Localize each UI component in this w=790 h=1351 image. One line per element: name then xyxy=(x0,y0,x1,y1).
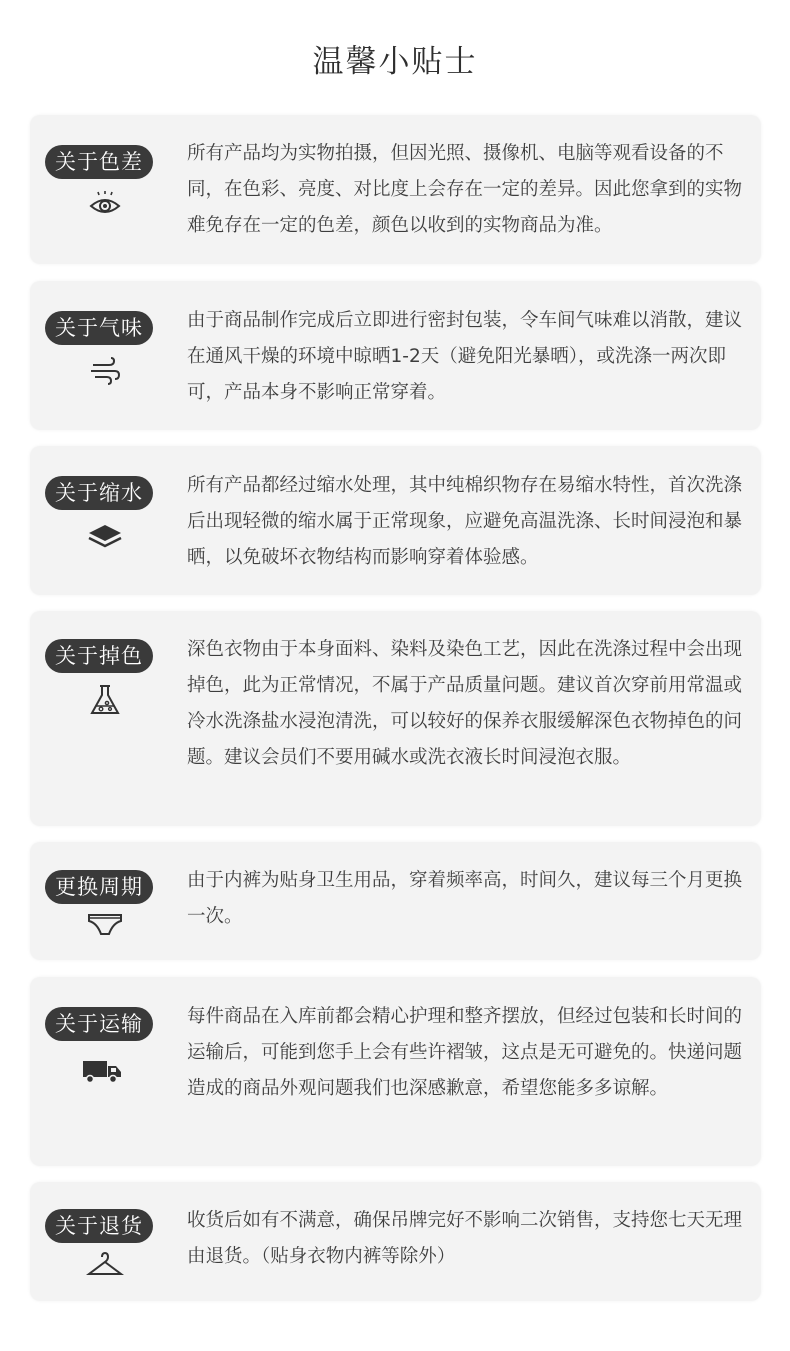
card-shrinkage xyxy=(30,446,761,595)
truck-icon xyxy=(82,1055,122,1087)
badge-shipping: 关于运输 xyxy=(45,1007,153,1041)
badge-returns: 关于退货 xyxy=(45,1209,153,1243)
layers-icon xyxy=(85,520,125,552)
badge-fading: 关于掉色 xyxy=(45,639,153,673)
card-shipping xyxy=(30,977,761,1166)
eye-icon xyxy=(85,189,125,221)
card-smell xyxy=(30,281,761,430)
badge-color-difference: 关于色差 xyxy=(45,145,153,179)
wind-icon xyxy=(85,355,125,387)
card-fading xyxy=(30,611,761,826)
card-text-color-difference: 所有产品均为实物拍摄，但因光照、摄像机、电脑等观看设备的不同，在色彩、亮度、对比度上会存在一定的差异。因此您拿到的实物难免存在一定的色差，颜色以收到的实物商品为准。 xyxy=(187,143,743,236)
card-text-shrinkage: 所有产品都经过缩水处理，其中纯棉织物存在易缩水特性，首次洗涤后出现轻微的缩水属于正常现象，应避免高温洗涤、长时间浸泡和暴晒，以免破坏衣物结构而影响穿着体验感。 xyxy=(187,475,743,568)
card-color-difference xyxy=(30,115,761,264)
card-text-fading: 深色衣物由于本身面料、染料及染色工艺，因此在洗涤过程中会出现掉色，此为正常情况，不属于产品质量问题。建议首次穿前用常温或冷水洗涤盐水浸泡清洗，可以较好的保养衣服缓解深色衣物掉色的问题。建议会员们不要用碱水或洗衣液长时间浸泡衣服。 xyxy=(187,639,743,768)
card-text-returns: 收货后如有不满意，确保吊牌完好不影响二次销售，支持您七天无理由退货。（贴身衣物内裤等除外） xyxy=(187,1210,743,1267)
badge-shrinkage: 关于缩水 xyxy=(45,476,153,510)
badge-replacement-cycle: 更换周期 xyxy=(45,870,153,904)
card-replacement-cycle xyxy=(30,842,761,960)
card-text-shipping: 每件商品在入库前都会精心护理和整齐摆放，但经过包装和长时间的运输后，可能到您手上会有些许褶皱，这点是无可避免的。快递问题造成的商品外观问题我们也深感歉意，希望您能多多谅解。 xyxy=(187,1006,743,1099)
flask-icon xyxy=(85,684,125,716)
card-returns xyxy=(30,1182,761,1301)
page-title: 温馨小贴士 xyxy=(312,44,478,80)
badge-smell: 关于气味 xyxy=(45,311,153,345)
hanger-icon xyxy=(85,1250,125,1282)
card-text-smell: 由于商品制作完成后立即进行密封包装，令车间气味难以消散，建议在通风干燥的环境中晾晒1-2天（避免阳光暴晒），或洗涤一两次即可，产品本身不影响正常穿着。 xyxy=(187,310,743,403)
card-text-replacement-cycle: 由于内裤为贴身卫生用品，穿着频率高，时间久，建议每三个月更换一次。 xyxy=(187,870,743,927)
underwear-icon xyxy=(85,910,125,942)
